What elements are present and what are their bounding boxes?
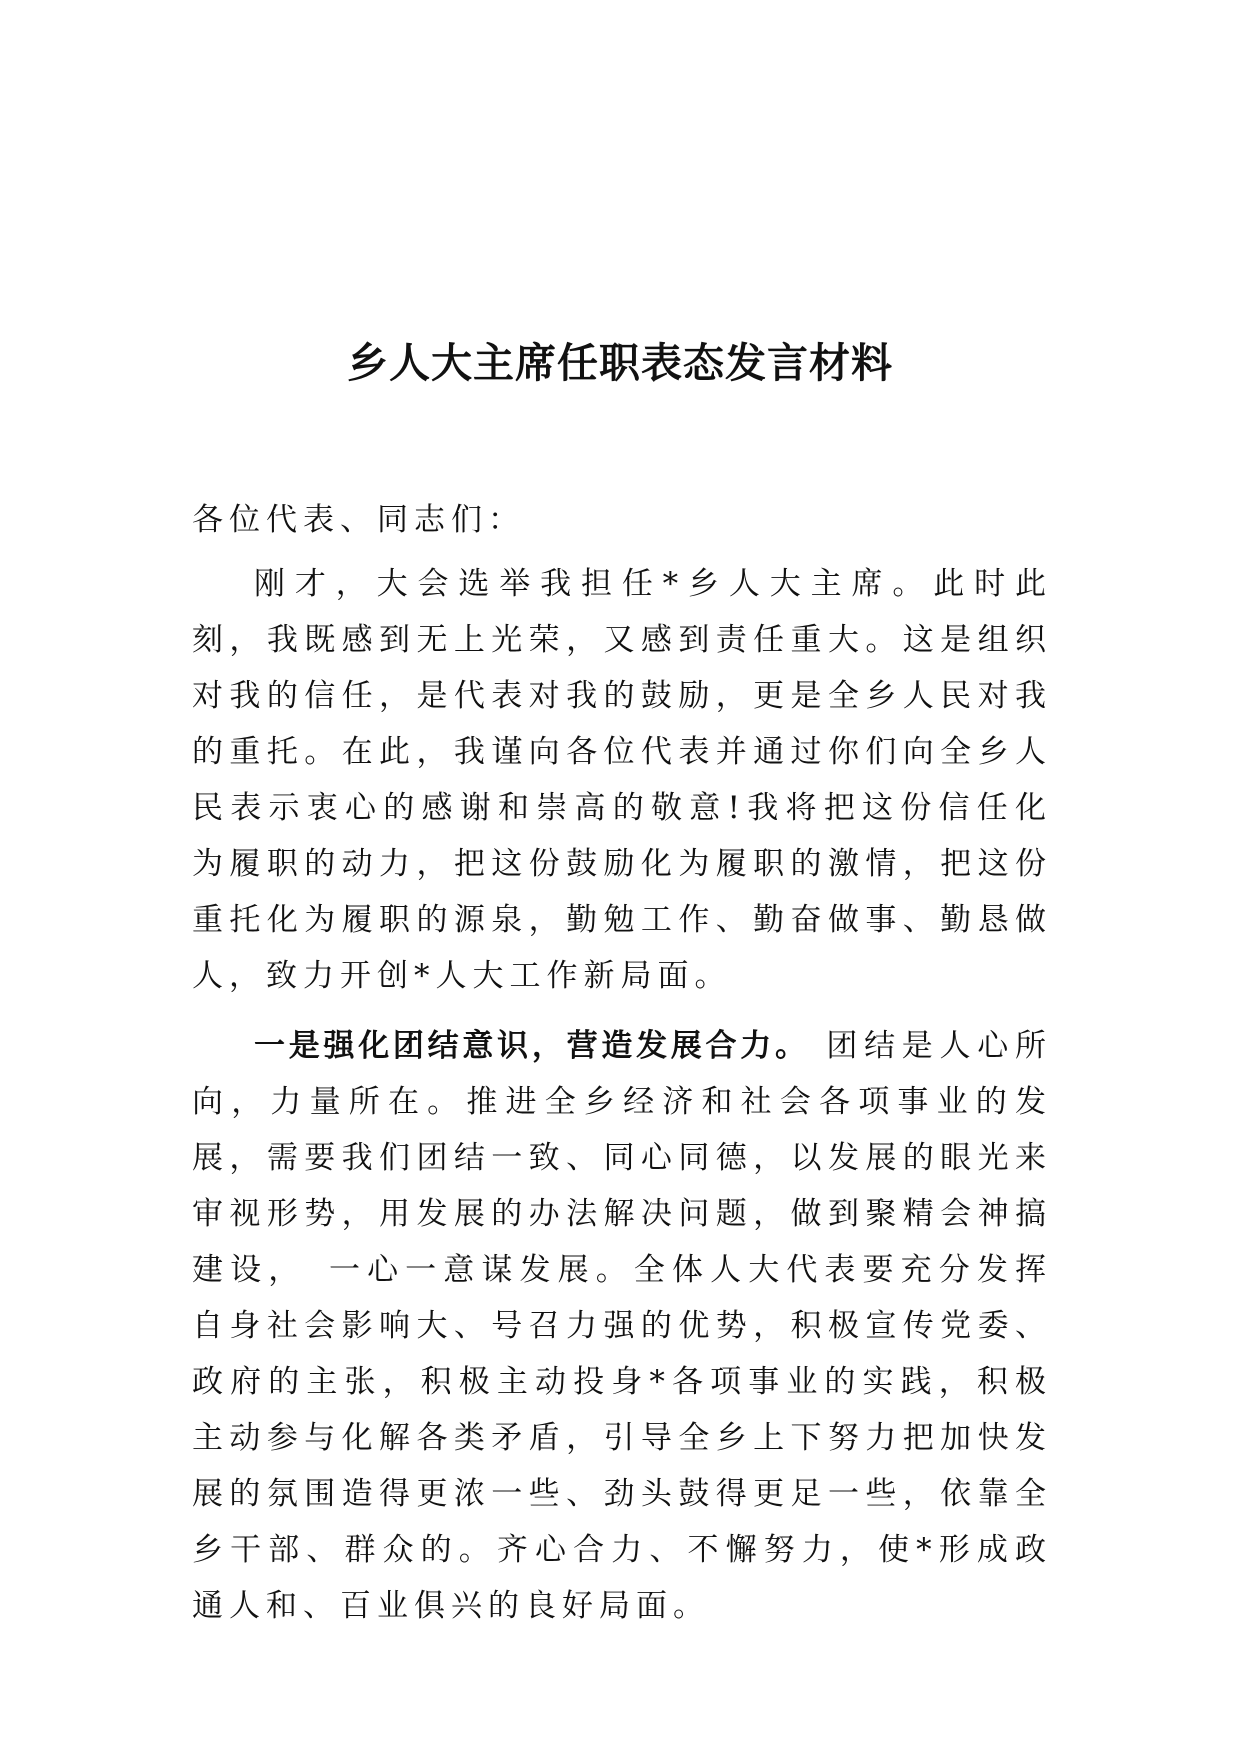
paragraph-2-lead: 一是强化团结意识，营造发展合力。 xyxy=(254,1028,810,1064)
document-body xyxy=(192,492,1052,1644)
paragraph-2 xyxy=(192,1018,1052,1634)
paragraph-1 xyxy=(192,556,1052,1004)
paragraph-2-text: 团结是人心所向，力量所在。推进全乡经济和社会各项事业的发展，需要我们团结一致、同心同德，以发展的眼光来审视形势，用发展的办法解决问题，做到聚精会神搞建设， 一心一意谋发展。全体人大代表要充分发挥自身社会影响大、号召力强的优势，积极宣传党委、政府的主张，积极主动投身*各项事业的实践，积极主动参与化解各类矛盾，引导全乡上下努力把加快发展的氛围造得更浓一些、劲头鼓得更足一些，依靠全乡干部、群众的。齐心合力、不懈努力，使*形成政通人和、百业俱兴的良好局面。 xyxy=(192,1028,1053,1624)
paragraph-1-text: 刚才，大会选举我担任*乡人大主席。此时此刻，我既感到无上光荣，又感到责任重大。这是组织对我的信任，是代表对我的鼓励，更是全乡人民对我的重托。在此，我谨向各位代表并通过你们向全乡人民表示衷心的感谢和崇高的敬意!我将把这份信任化为履职的动力，把这份鼓励化为履职的激情，把这份重托化为履职的源泉，勤勉工作、勤奋做事、勤恳做人，致力开创*人大工作新局面。 xyxy=(192,566,1052,994)
salutation: 各位代表、同志们： xyxy=(192,502,525,538)
document-title: 乡人大主席任职表态发言材料 xyxy=(347,339,893,387)
